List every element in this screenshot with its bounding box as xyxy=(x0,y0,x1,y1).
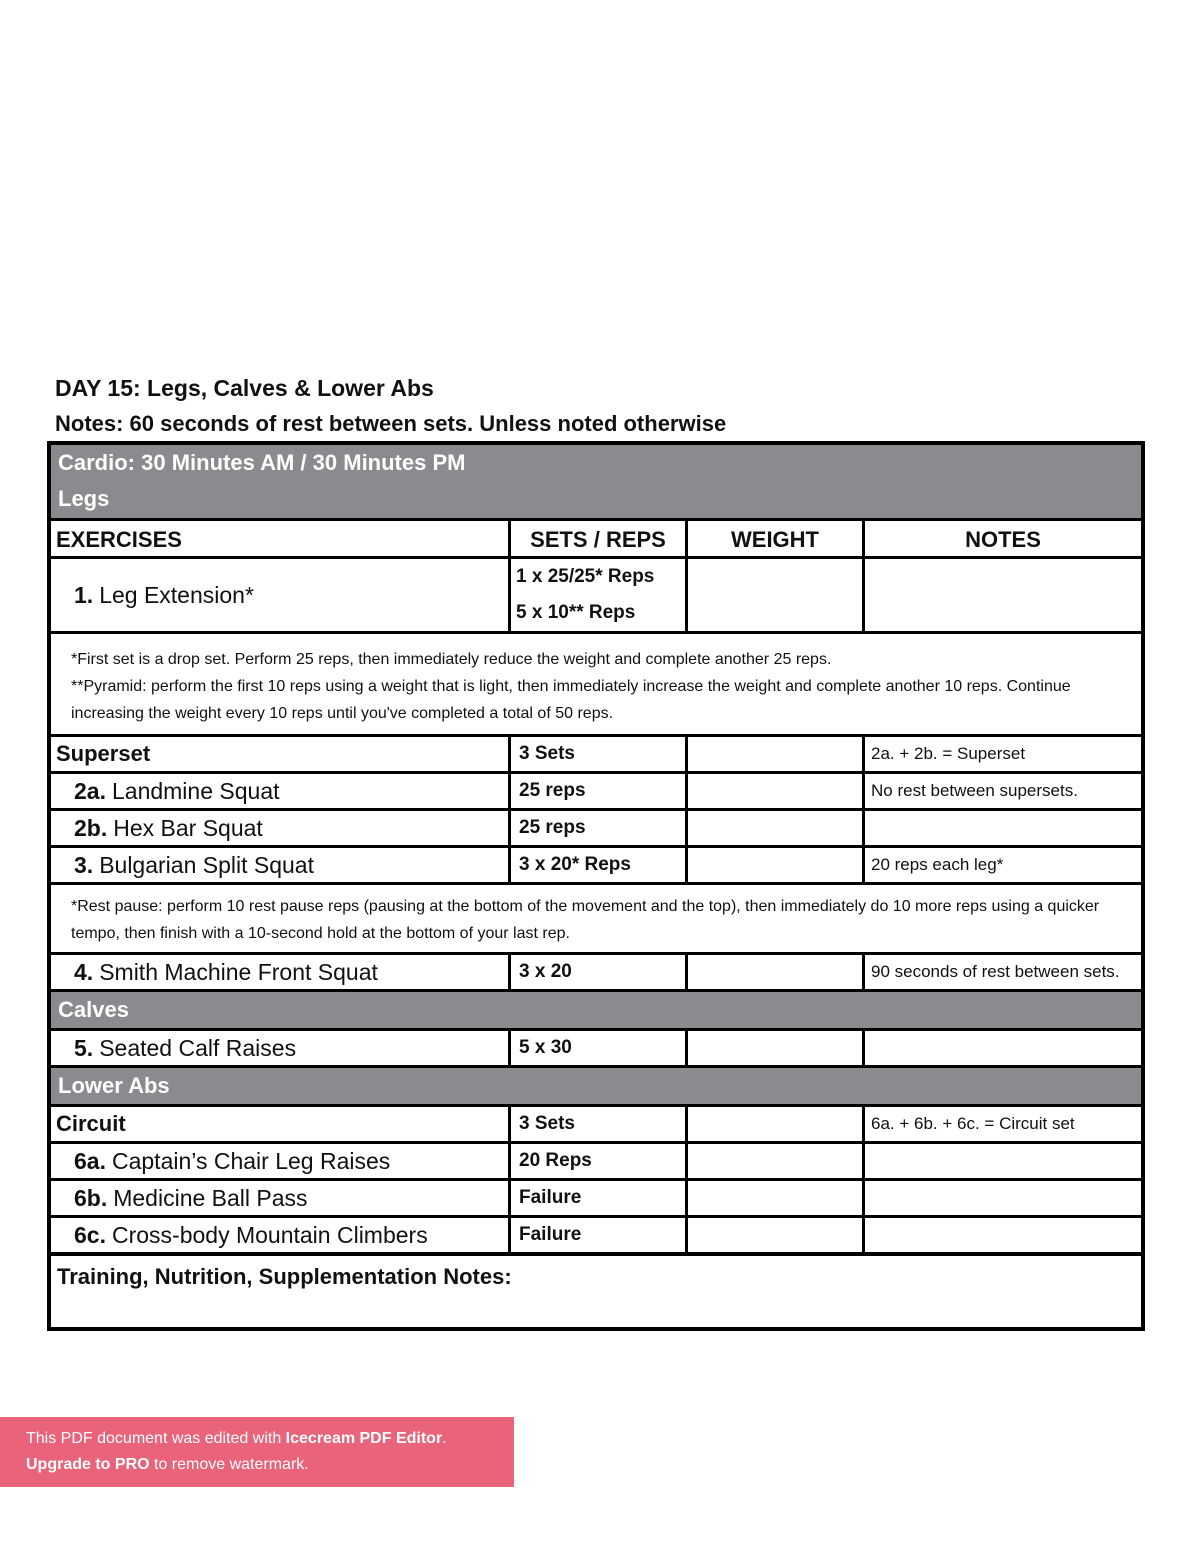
day-title: DAY 15: Legs, Calves & Lower Abs xyxy=(55,375,434,401)
notes-cell[interactable] xyxy=(865,1218,1141,1252)
exercise-number: 4. xyxy=(74,958,94,985)
sets-line-2: 5 x 10** Reps xyxy=(516,602,636,623)
footnote-line: *First set is a drop set. Perform 25 reps, then immediately reduce the weight and complete another 25 reps. xyxy=(71,651,832,668)
exercise-name: Cross-body Mountain Climbers xyxy=(111,1221,428,1248)
exercise-cell xyxy=(51,1181,511,1215)
sets-reps-cell: 25 reps xyxy=(511,774,688,808)
footnote-line: **Pyramid: perform the first 10 reps using a weight that is light, then immediately increase the weight and complete another 10 reps. Continue xyxy=(71,678,1071,695)
sets-reps-cell: 20 Reps xyxy=(511,1144,688,1178)
exercise-name: Leg Extension* xyxy=(99,581,254,608)
workout-table xyxy=(47,441,1145,1331)
exercise-name: Medicine Ball Pass xyxy=(113,1184,308,1211)
notes-cell[interactable] xyxy=(865,1144,1141,1178)
exercise-number: 5. xyxy=(74,1034,94,1061)
table-row xyxy=(51,1107,1141,1144)
exercise-number: 6a. xyxy=(74,1147,106,1174)
footnote-row xyxy=(51,634,1141,737)
exercise-name: Seated Calf Raises xyxy=(99,1034,297,1061)
table-row xyxy=(51,1144,1141,1181)
watermark-text: This PDF document was edited with xyxy=(26,1430,286,1447)
column-header-row xyxy=(51,521,1141,559)
sets-reps-cell: 25 reps xyxy=(511,811,688,845)
table-row xyxy=(51,811,1141,848)
footnote-line: tempo, then finish with a 10-second hold at the bottom of your last rep. xyxy=(71,925,570,942)
watermark-period: . xyxy=(442,1430,447,1447)
exercise-number: 1. xyxy=(74,581,94,608)
band-lower-abs xyxy=(51,1068,1141,1107)
exercise-number: 2b. xyxy=(74,814,108,841)
notes-cell[interactable] xyxy=(865,811,1141,845)
final-notes-row[interactable] xyxy=(51,1255,1141,1327)
watermark-text: to remove watermark. xyxy=(149,1456,309,1473)
lower-abs-band-label: Lower Abs xyxy=(58,1073,170,1098)
notes-cell: 2a. + 2b. = Superset xyxy=(871,744,1026,763)
notes-cell: No rest between supersets. xyxy=(871,781,1078,800)
weight-cell[interactable] xyxy=(688,1218,865,1252)
watermark-brand[interactable]: Icecream PDF Editor xyxy=(285,1430,443,1447)
exercise-name: Landmine Squat xyxy=(111,777,280,804)
sets-reps-cell xyxy=(511,559,688,631)
table-row xyxy=(51,559,1141,634)
final-notes-label: Training, Nutrition, Supplementation Notes: xyxy=(57,1264,512,1289)
notes-cell[interactable] xyxy=(865,1181,1141,1215)
watermark-line-2 xyxy=(26,1452,514,1478)
exercise-name: Smith Machine Front Squat xyxy=(99,958,378,985)
col-notes: NOTES xyxy=(965,527,1041,552)
notes-cell: 6a. + 6b. + 6c. = Circuit set xyxy=(871,1114,1075,1133)
group-label: Superset xyxy=(51,737,511,771)
sets-reps-cell: 3 Sets xyxy=(511,1107,688,1141)
sets-line-1: 1 x 25/25* Reps xyxy=(516,566,655,587)
table-row xyxy=(51,737,1141,774)
notes-cell[interactable] xyxy=(865,1031,1141,1065)
title-block xyxy=(55,370,726,442)
exercise-cell xyxy=(51,774,511,808)
weight-cell[interactable] xyxy=(688,848,865,882)
exercise-cell xyxy=(51,1218,511,1252)
group-label: Circuit xyxy=(51,1107,511,1141)
table-row xyxy=(51,1181,1141,1218)
notes-cell: 20 reps each leg* xyxy=(871,855,1004,874)
weight-cell[interactable] xyxy=(688,559,865,631)
sets-reps-cell: Failure xyxy=(511,1218,688,1252)
calves-band-label: Calves xyxy=(58,997,129,1022)
exercise-number: 2a. xyxy=(74,777,106,804)
legs-band-label: Legs xyxy=(58,486,110,511)
weight-cell[interactable] xyxy=(688,811,865,845)
exercise-cell xyxy=(51,559,511,631)
cardio-band-label: Cardio: 30 Minutes AM / 30 Minutes PM xyxy=(58,450,466,475)
col-exercises: EXERCISES xyxy=(51,521,511,556)
footnote-row xyxy=(51,885,1141,955)
exercise-number: 6b. xyxy=(74,1184,108,1211)
footnote-line: *Rest pause: perform 10 rest pause reps (pausing at the bottom of the movement and the top), then immediately do 10 more reps using a quicker xyxy=(71,898,1100,915)
exercise-cell xyxy=(51,1031,511,1065)
notes-line: Notes: 60 seconds of rest between sets. Unless noted otherwise xyxy=(55,411,727,436)
weight-cell[interactable] xyxy=(688,1181,865,1215)
weight-cell[interactable] xyxy=(688,955,865,989)
sets-reps-cell: Failure xyxy=(511,1181,688,1215)
bulgarian-footnote xyxy=(51,885,1119,952)
upgrade-link[interactable]: Upgrade to PRO xyxy=(26,1456,150,1473)
watermark-line-1 xyxy=(26,1426,514,1452)
table-row xyxy=(51,955,1141,992)
exercise-cell xyxy=(51,955,511,989)
exercise-cell xyxy=(51,811,511,845)
sets-reps-cell: 3 x 20 xyxy=(511,955,688,989)
leg-extension-footnote xyxy=(51,634,1091,734)
band-cardio-legs xyxy=(51,445,1141,521)
band-calves xyxy=(51,992,1141,1031)
sets-reps-cell: 3 x 20* Reps xyxy=(511,848,688,882)
exercise-cell xyxy=(51,1144,511,1178)
weight-cell[interactable] xyxy=(688,1031,865,1065)
sets-reps-cell: 5 x 30 xyxy=(511,1031,688,1065)
weight-cell[interactable] xyxy=(688,774,865,808)
table-row xyxy=(51,848,1141,885)
sets-reps-cell: 3 Sets xyxy=(511,737,688,771)
watermark-banner[interactable] xyxy=(0,1417,514,1487)
exercise-number: 3. xyxy=(74,851,94,878)
footnote-line: increasing the weight every 10 reps until you've completed a total of 50 reps. xyxy=(71,705,614,722)
col-sets-reps: SETS / REPS xyxy=(511,521,688,556)
notes-cell: 90 seconds of rest between sets. xyxy=(871,962,1120,981)
weight-cell[interactable] xyxy=(688,1107,865,1141)
table-row xyxy=(51,774,1141,811)
col-weight: WEIGHT xyxy=(688,521,865,556)
notes-cell[interactable] xyxy=(865,559,1141,631)
exercise-name: Hex Bar Squat xyxy=(113,814,263,841)
weight-cell[interactable] xyxy=(688,1144,865,1178)
table-row xyxy=(51,1218,1141,1255)
exercise-name: Captain’s Chair Leg Raises xyxy=(111,1147,391,1174)
exercise-cell xyxy=(51,848,511,882)
exercise-name: Bulgarian Split Squat xyxy=(99,851,314,878)
table-row xyxy=(51,1031,1141,1068)
weight-cell[interactable] xyxy=(688,737,865,771)
exercise-number: 6c. xyxy=(74,1221,106,1248)
